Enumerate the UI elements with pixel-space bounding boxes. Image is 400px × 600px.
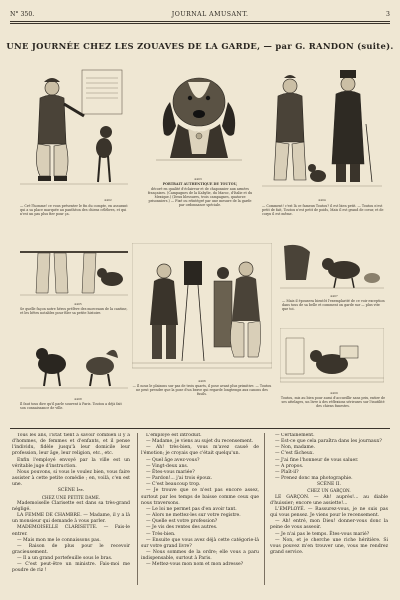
text-column-3: — Certainement. — Est-ce que cela paraîtra dans les journaux? — Non, madame. — C'est fâcheux. — J'ai fine l'honneur de vous saluer. — A propos. — Plaît-il? — Prenez donc ma photographie. SCÈNE II. CHEZ UN GARÇON. LE GARÇON. — Ah! auprès!... au diable d'huissier; encore une assiette!... L'EMPLOYÉ. — Rassurez-vous, je ne suis pas qui vous pensez. Je viens pour le recensement. — Ah! entré, mon Dieu! donner-vous donc la peine de vous asseoir. — Je n'ai pas le temps. Êtes-vous marié? — Non, et je cherche une riche héritière. Si vous pouvez m'en trouver une, vous me rendrez grand service. (270, 433, 388, 555)
plate-caption: — Comment! c'est là ce fameux Toutou? il est bien petit. — Toutou n'est petit de fait, Toutou n'est petit de poids, Mais il est grand de cœur, et de corps il est même. (262, 204, 384, 217)
scene-setting: CHEZ UNE PETITE DAME. (41, 494, 101, 500)
illustration-photographer-scene (132, 243, 272, 378)
plate-caption: — Il nous le plaisons sur pas de trois quarts, il pose avant plus primitive. — Toutou ne peut prendre que la pose d'un brave qui regarde longtemps aux canons des fusils. (132, 384, 272, 397)
running-header (10, 8, 390, 20)
illustration-portrait-toutou (148, 62, 250, 174)
plate-number: 4402 (104, 198, 112, 202)
scene-setting: CHEZ UN GARÇON. (307, 488, 351, 494)
article-title: UNE JOURNÉE CHEZ LES ZOUAVES DE LA GARDE, — par G. RANDON (suite). (6, 41, 394, 51)
plate-number: 4406 (198, 379, 206, 383)
plate-caption: Il faut tous dire qu'il parle souvent à Paris. Toutou a déjà fait son connaissance de ville. (20, 402, 122, 411)
text-column-2: L'employé est introduit. — Madame, je viens au sujet du recensement. — Ah! très-bien, vous m'avez causé de l'émotion; je croyais que c'était quelqu'un. — Quel âge avez-vous? — Vingt-deux ans. — Êtes-vous mariée? — Pardon!... j'ai trois époux. — C'est beaucoup trop. — Je trouve que ce n'est pas encore assez, surtout par les temps de baisse comme ceux que nous traversons. — Le loi ne permet pas d'en avoir tant. — Alors ne mettez-les sur votre registre. — Quelle est votre profession? — Je vis des rentes des autres. — Très-bien. — Ensuite que vous avez déjà cette catégorie-là sur votre grand livre? — Nous sommes de la ordre; elle vous a paru indispensable, surtout à Paris. — Mettez-vous mon nom et mon adresse? (141, 433, 259, 568)
plate-number: 4408 (74, 397, 82, 401)
illustration-dog-and-butcher (280, 240, 384, 292)
article-text (12, 433, 388, 588)
plate-number: 4409 (330, 391, 338, 395)
plate-number: 4405 (74, 302, 82, 306)
plate-caption: — Mais il épousera bientôt l'exemplarité de ce voir exception dans tous de sa belle et comment on garde sur — plus vite que toi. (282, 299, 385, 312)
illustration-zouave-with-dog (20, 64, 128, 196)
journal-title: JOURNAL AMUSANT. (171, 10, 249, 18)
plate-caption-title: PORTRAIT AUTHENTIQUE DE TOUTOU, (162, 182, 238, 186)
illustration-dog-among-soldiers (20, 243, 128, 301)
plate-caption: — Cré l'homme! ce vous présenter le fin du compte, en assurant qui a sa place marquée au panthéon des chiens célèbres, et qui n'est un pas plus fier pour ça. (20, 204, 128, 217)
plate-number: 4403 (194, 177, 202, 181)
scene-heading: SCÈNE Ire. (57, 488, 85, 494)
plate-caption: décoré en qualité d'éclaireur et de chaponnier aux armées françaises. (Campagnes de la Kabylie, du Maroc, d'Italie et du Mexique.) (Deux blessures, trois campagnes, quatorze prisonniers.) — Fixé ou réintégré par une mesure de la garde par ordonnance spéciale. (147, 187, 253, 208)
header-rule (10, 21, 390, 22)
header-rule-double (10, 23, 390, 24)
illustration-two-men-and-dog (262, 64, 382, 196)
text-column-1: Tous les ans, l'État tient à savoir combien il y a d'hommes, de femmes et d'enfants, et il pense l'individu, fidèle jusqu'à leur domicile leur profession, leur âge, leur religion, etc., etc. Enfin l'employé envoyé par la ville est un véritable juge d'instruction. Nous pouvons, si vous le voulez bien, vous faire assister à cette petite comédie ; en, voilà, c'en est une. SCÈNE Ire. CHEZ UNE PETITE DAME. Mademoiselle Clarisette est dans sa très-grand négligé. LA FEMME DE CHAMBRE. — Madame, il y a là un monsieur qui demande à vous parler. MADEMOISELLE CLARISETTE. — Fais-le entrer. — Mais mon me le connaissons pas. — Raison de plus pour le recevoir gracieusement. — Il a un grand portefeuille sous le bras. — C'est peut-être un ministre. Fais-moi me poudre de riz ! (12, 433, 130, 574)
illustrations-divider (10, 428, 390, 429)
issue-number: N° 350. (10, 10, 35, 18)
illustration-two-dogs-paris (20, 330, 128, 395)
plate-caption: Toutou, mis au bien pour aussi d'accueillir sans prix, entier de ses attelages, un livre à des réflexions sérieuses sur l'inutilité des chiens funestes. (280, 396, 386, 409)
plate-number: 4407 (330, 294, 338, 298)
plate-number: 4404 (318, 198, 326, 202)
plate-caption: Se quelle façon notre héros prélève des morceaux de la cantine, et les bêtes notables pour filer sa petite histoire. (20, 307, 128, 316)
page-number: 3 (386, 10, 390, 18)
scene-heading: SCÈNE II. (317, 482, 341, 488)
illustration-dog-reading (280, 328, 384, 388)
